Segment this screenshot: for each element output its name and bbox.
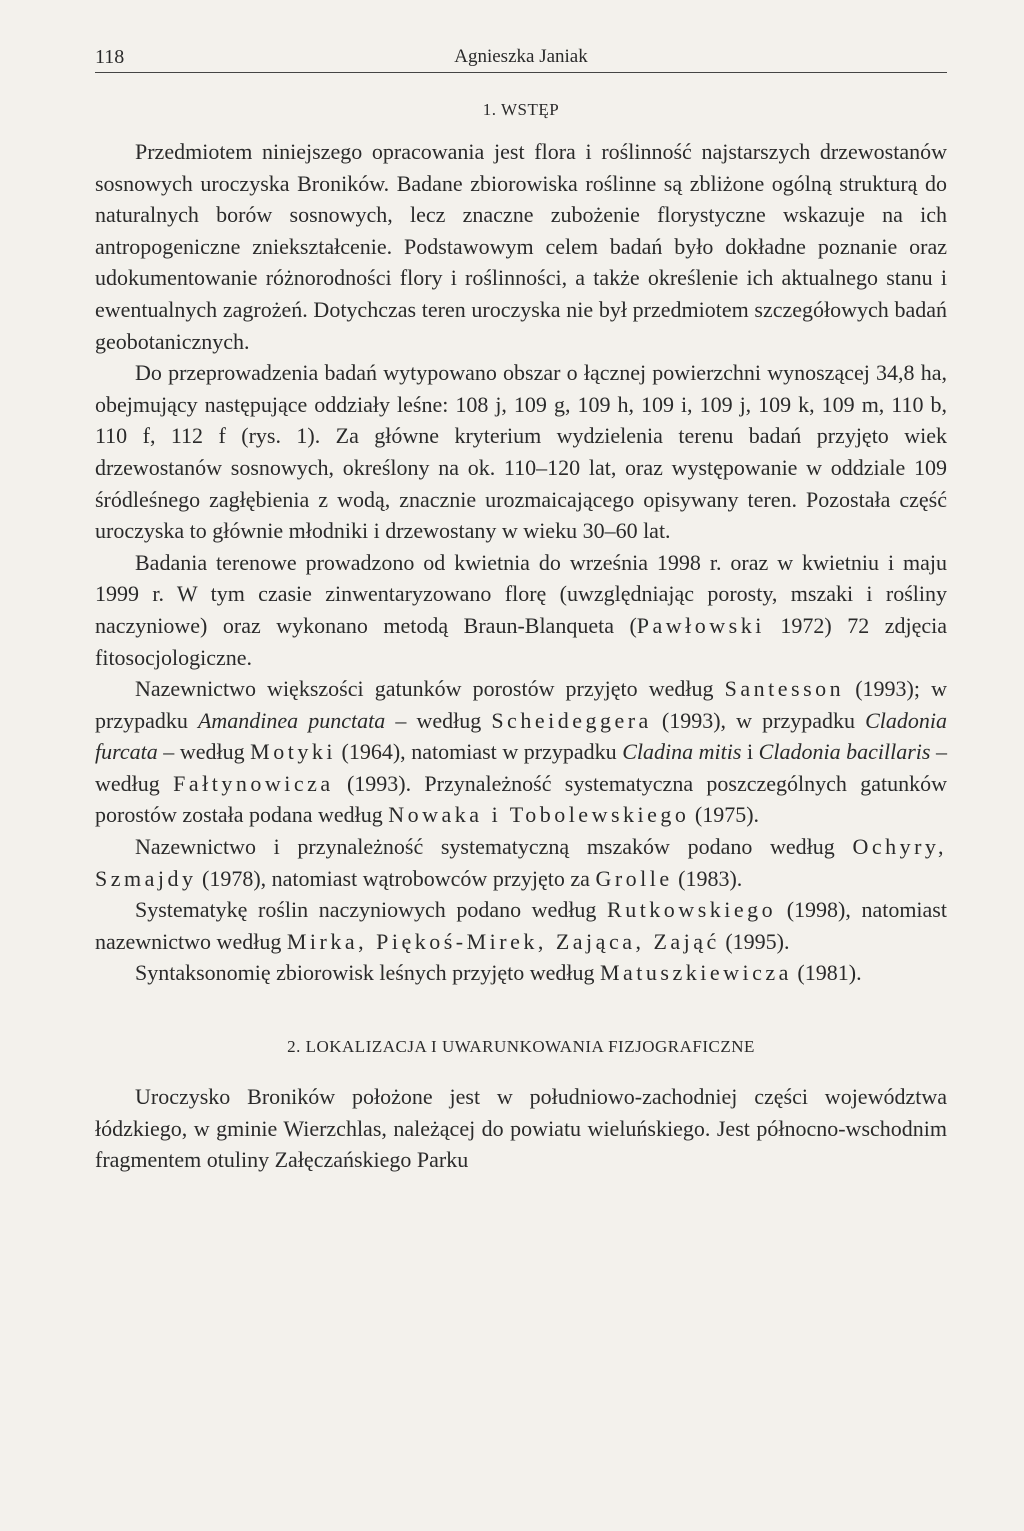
text-run: (1975). <box>689 802 760 828</box>
text-run: (1978), natomiast wątrobowców przyjęto za <box>196 865 596 891</box>
text-run: Syntaksonomię zbiorowisk leśnych przyjęto według <box>135 960 600 986</box>
text-run: – według <box>95 739 948 796</box>
text-run: (1993); w przypadku <box>95 676 947 733</box>
text-run: (1993), w przypadku <box>651 707 866 733</box>
paragraph <box>95 673 947 831</box>
taxon-name: Cladina mitis <box>622 739 742 765</box>
text-run: Uroczysko Broników położone jest w południowo-zachodniej części województwa łódzkiego, w gminie Wierzchlas, należącej do powiatu wieluńskiego. Jest północno-wschodnim fragmentem otuliny Załęczańskiego Parku <box>95 1084 947 1173</box>
paragraph <box>95 957 947 989</box>
text-run: 1972) 72 zdjęcia fitosocjologiczne. <box>95 612 947 670</box>
author-name: Fałtynowicza <box>173 770 334 796</box>
paragraph <box>95 547 947 673</box>
paragraph <box>95 357 947 547</box>
section-heading: 1. WSTĘP <box>482 100 560 119</box>
author-name: Pawłowski <box>636 612 765 638</box>
text-run: (1981). <box>791 960 862 986</box>
text-run: (1995). <box>719 928 790 954</box>
paragraph <box>95 1081 947 1176</box>
section-heading: 2. LOKALIZACJA I UWARUNKOWANIA FIZJOGRAFICZNE <box>287 1037 755 1057</box>
author-name: Ochyry, Szmajdy <box>95 834 947 891</box>
article-body <box>95 100 947 1176</box>
text-run: i <box>741 739 759 765</box>
author-name: Scheideggera <box>491 707 652 733</box>
text-run: (1964), natomiast w przypadku <box>335 739 623 765</box>
taxon-name: Cladonia bacillaris <box>758 739 931 765</box>
text-run: – według <box>385 707 492 733</box>
page-number: 118 <box>95 46 125 68</box>
author-name: Grolle <box>595 865 673 891</box>
text-run: Nazewnictwo większości gatunków porostów przyjęto według <box>135 676 725 702</box>
paragraph <box>95 894 947 957</box>
text-run: Systematykę roślin naczyniowych podano według <box>135 897 608 923</box>
author-name: Matuszkiewicza <box>599 960 792 986</box>
taxon-name: Cladonia furcata <box>95 707 947 765</box>
page-header <box>95 40 947 70</box>
author-name: Nowaka i Tobolewskiego <box>388 802 690 828</box>
author-name: Santesson <box>724 676 845 702</box>
paragraph <box>95 136 947 357</box>
header-rule <box>95 72 947 73</box>
text-run: (1983). <box>672 865 743 891</box>
running-head: Agnieszka Janiak <box>454 46 588 67</box>
text-run: Przedmiotem niniejszego opracowania jest flora i roślinność najstarszych drzewostanów sosnowych uroczyska Broników. Badane zbiorowiska roślinne są zbliżone ogólną strukturą do naturalnych borów sosnowych, lecz znaczne zubożenie florystyczne wskazuje na ich antropogeniczne zniekształcenie. Podstawowym celem badań było dokładne poznanie oraz udokumentowanie różnorodności flory i roślinności, a także określenie ich aktualnego stanu i ewentualnych zagrożeń. Dotychczas teren uroczyska nie był przedmiotem szczegółowych badań geobotanicznych. <box>95 139 947 354</box>
author-name: Motyki <box>250 739 336 765</box>
text-run: – według <box>157 739 251 765</box>
author-name: Rutkowskiego <box>607 897 777 923</box>
text-run: Do przeprowadzenia badań wytypowano obszar o łącznej powierzchni wynoszącej 34,8 ha, obejmujący następujące oddziały leśne: 108 j, 109 g, 109 h, 109 i, 109 j, 109 k, 109 m, 110 b, 110 f, 112 f (rys. 1). Za główne kryterium wydzielenia terenu badań przyjęto wiek drzewostanów sosnowych, określony na ok. 110–120 lat, oraz występowanie w oddziale 109 śródleśnego zagłębienia z wodą, znacznie urozmaicającego opisywany teren. Pozostała część uroczyska to głównie młodniki i drzewostany w wieku 30–60 lat. <box>95 360 947 544</box>
taxon-name: Amandinea punctata <box>197 707 386 733</box>
text-run: Nazewnictwo i przynależność systematyczną mszaków podano według <box>135 834 853 860</box>
text-run: Badania terenowe prowadzono od kwietnia do września 1998 r. oraz w kwietniu i maju 1999 r. W tym czasie zinwentaryzowano florę (uwzględniając porosty, mszaki i rośliny naczyniowe) oraz wykonano metodą Braun-Blanqueta ( <box>95 549 947 638</box>
text-run: (1993). Przynależność systematyczna poszczególnych gatunków porostów została podana według <box>95 770 947 828</box>
author-name: Mirka, Piękoś-Mirek, Zająca, Zająć <box>286 928 720 954</box>
paragraph <box>95 831 947 894</box>
text-run: (1998), natomiast nazewnictwo według <box>95 897 947 954</box>
